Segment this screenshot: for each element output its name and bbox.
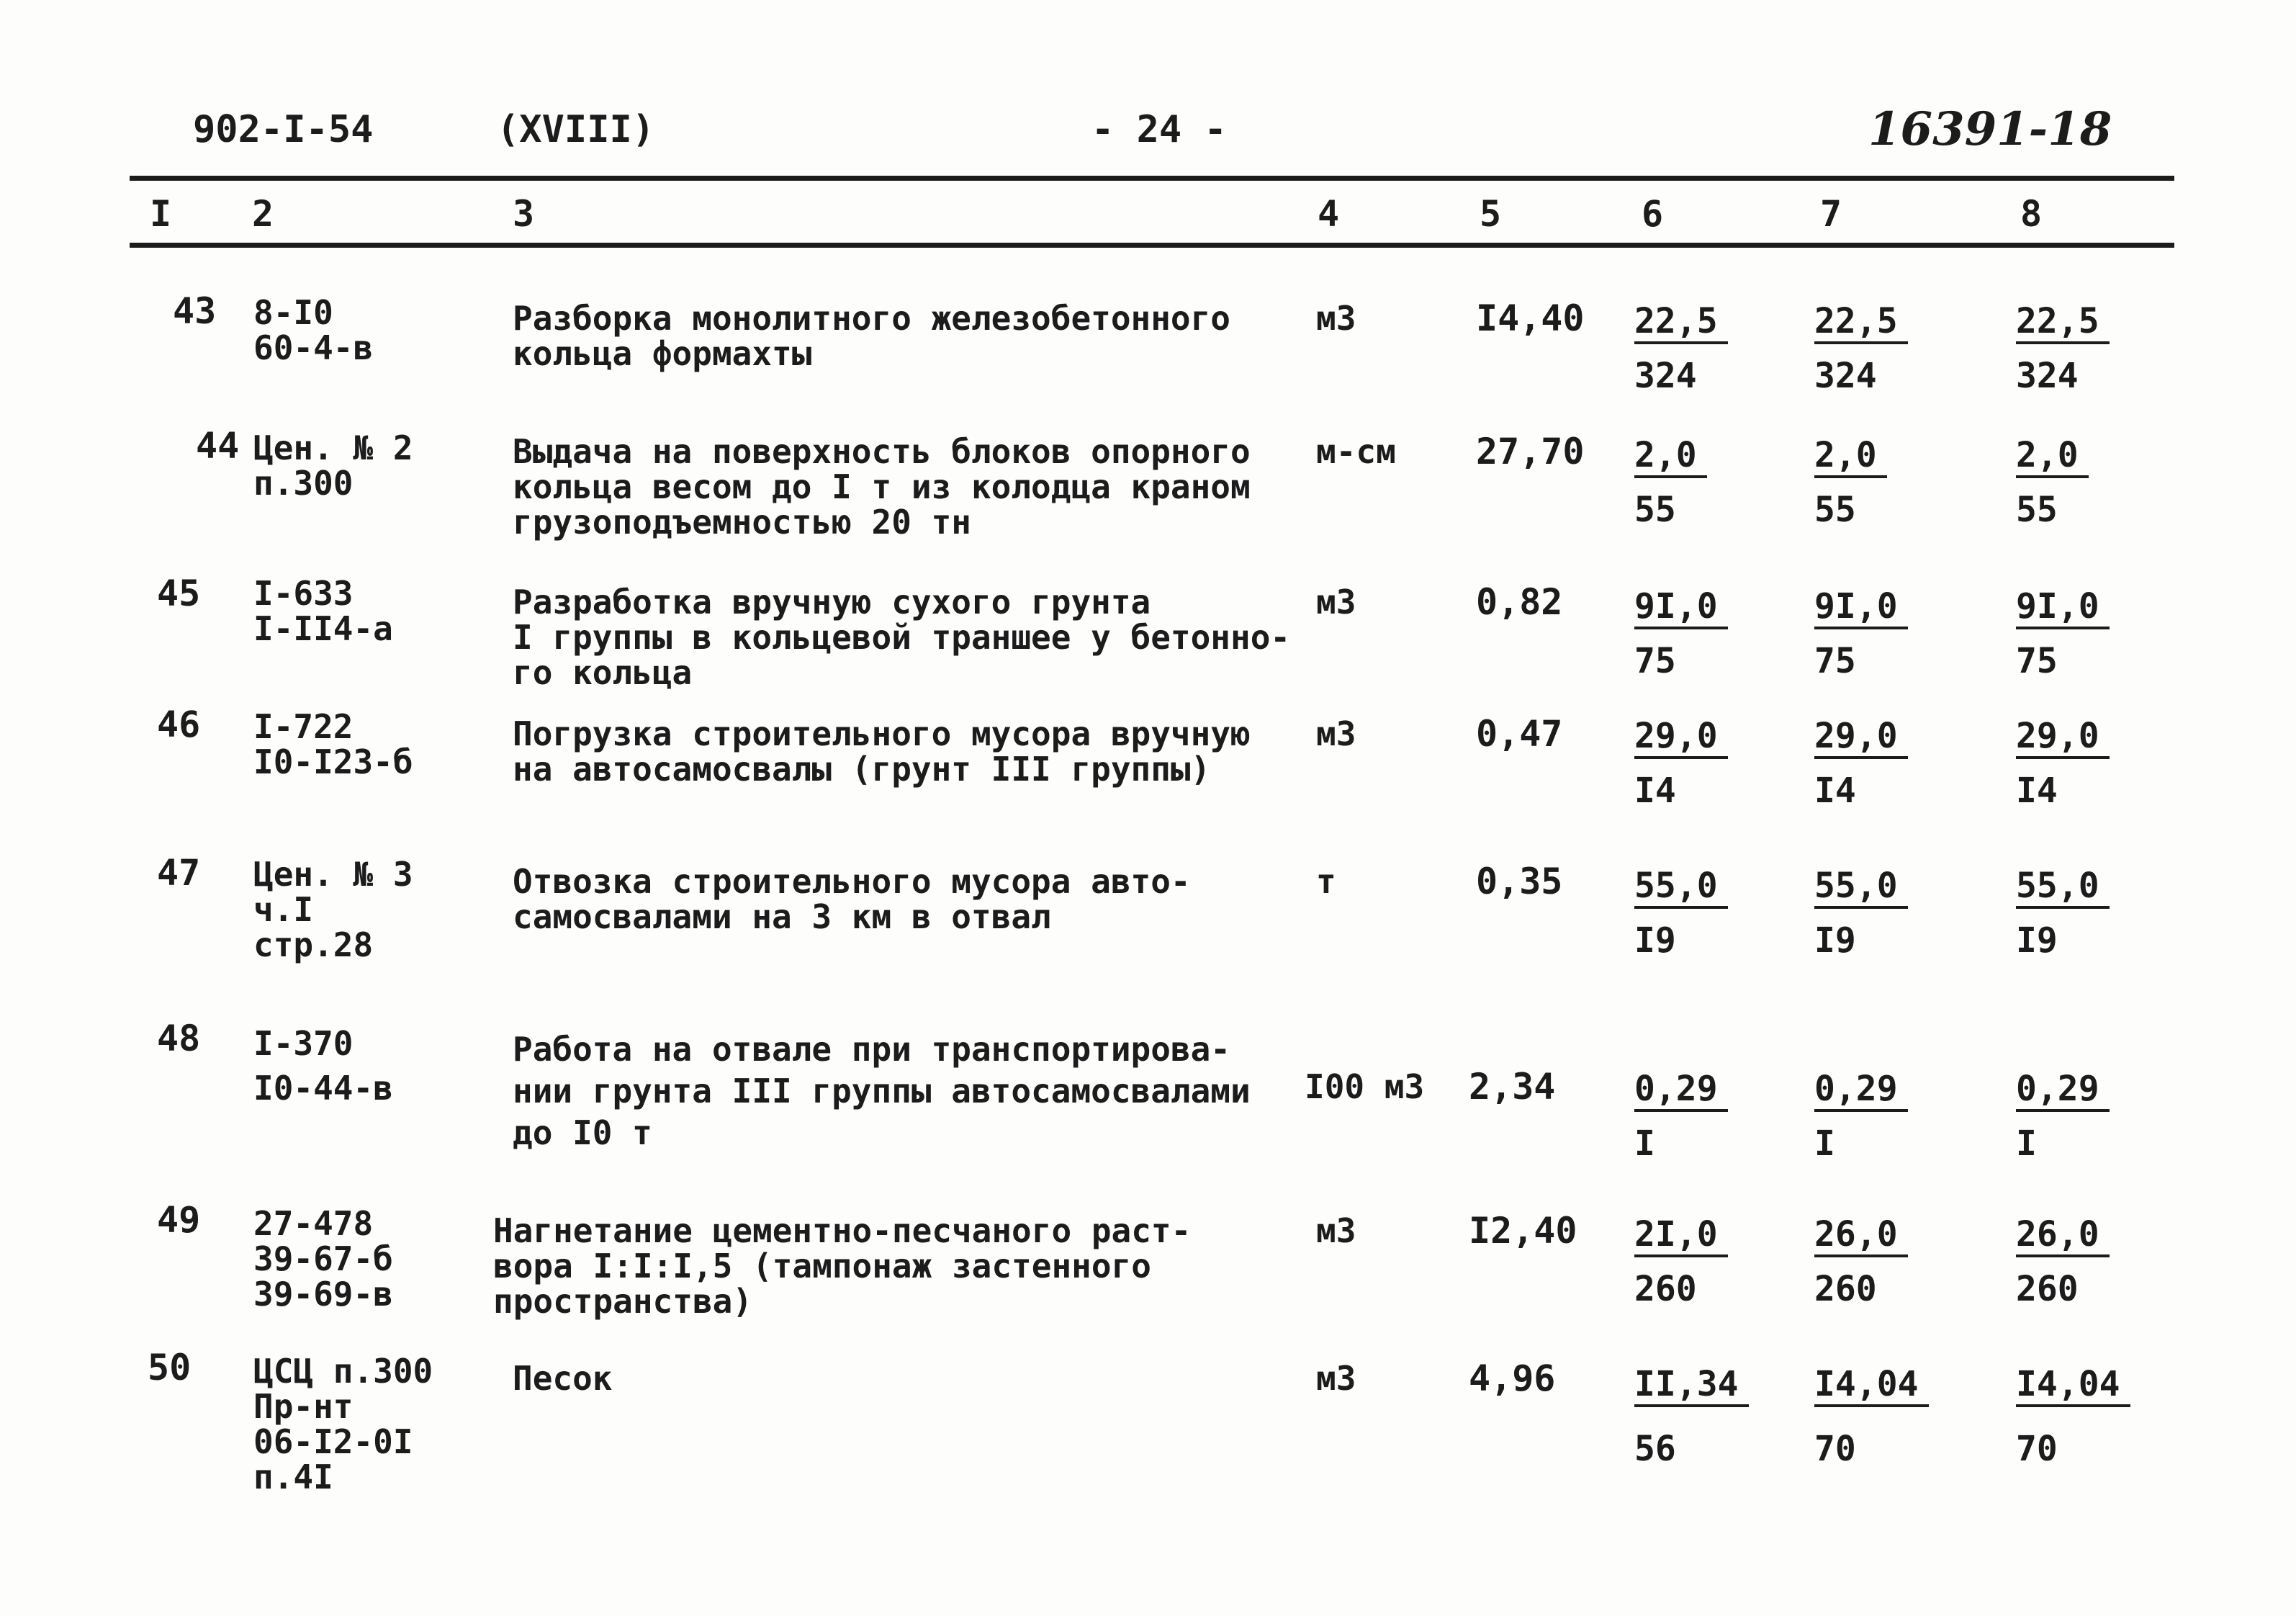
work-description: Работа на отвале при транспортирова- нии грунта III группы автосамосвалами до I0 т: [513, 1030, 1251, 1152]
work-description: Нагнетание цементно-песчаного раст- вора I:I:I,5 (тампонаж застенного пространства): [493, 1211, 1192, 1321]
norm-reference: ЦСЦ п.300 Пр-нт 06-I2-0I п.4I: [253, 1352, 433, 1496]
price-value: 2,0: [1634, 435, 1707, 478]
price-col-7: [1814, 861, 1908, 965]
price-col-8: [2016, 1360, 2130, 1473]
price-col-6: [1634, 297, 1728, 400]
price-code: 260: [1634, 1269, 1697, 1309]
price-code: I9: [1814, 920, 1856, 961]
norm-reference: I-370 I0-44-в: [253, 1024, 393, 1108]
column-header-1: I: [150, 193, 172, 235]
norm-reference: 27-478 39-67-б 39-69-в: [253, 1204, 393, 1314]
work-description: Разработка вручную сухого грунта I группы в кольцевой траншее у бетонно- го кольца: [513, 583, 1291, 692]
unit: т: [1316, 862, 1336, 901]
norm-reference: Цен. № 2 п.300: [253, 428, 413, 503]
price-code: I9: [1634, 920, 1676, 961]
work-description: Разборка монолитного железобетонного кольца формахты: [513, 299, 1230, 373]
price-col-6: [1634, 1064, 1728, 1168]
price-code: 75: [2016, 641, 2058, 681]
price-value: I4,04: [1814, 1364, 1929, 1407]
price-col-7: [1814, 712, 1908, 815]
price-col-6: [1634, 431, 1707, 534]
row-number: 43: [173, 290, 217, 332]
price-code: 260: [1814, 1269, 1877, 1309]
price-value: 55,0: [1634, 866, 1728, 909]
price-code: I4: [1814, 771, 1856, 811]
price-value: 0,29: [1814, 1069, 1908, 1112]
header-top-rule: [130, 176, 2174, 181]
price-col-8: [2016, 861, 2110, 965]
price-col-6: [1634, 1360, 1749, 1473]
price-code: I4: [2016, 771, 2058, 811]
norm-reference: I-633 I-II4-а: [253, 574, 393, 648]
price-value: 29,0: [1814, 716, 1908, 759]
price-value: 9I,0: [1814, 586, 1908, 629]
row-number: 45: [157, 573, 201, 614]
price-col-8: [2016, 297, 2110, 400]
price-value: 2I,0: [1634, 1214, 1728, 1257]
unit: м3: [1316, 299, 1356, 338]
price-code: I4: [1634, 771, 1676, 811]
price-value: 29,0: [1634, 716, 1728, 759]
work-description: Отвозка строительного мусора авто- самосвалами на 3 км в отвал: [513, 862, 1191, 936]
price-col-8: [2016, 431, 2089, 534]
norm-reference: I-722 I0-I23-б: [253, 707, 413, 781]
price-code: I9: [2016, 920, 2058, 961]
price-value: 22,5: [1814, 301, 1908, 344]
price-value: 22,5: [2016, 301, 2110, 344]
price-code: 324: [2016, 356, 2079, 396]
price-value: 55,0: [2016, 866, 2110, 909]
price-code: 324: [1634, 356, 1697, 396]
column-header-7: 7: [1820, 193, 1842, 235]
price-code: 75: [1814, 641, 1856, 681]
price-col-8: [2016, 1064, 2110, 1168]
document-code: 902-I-54: [193, 108, 374, 151]
unit: м3: [1316, 1359, 1356, 1398]
unit: I00 м3: [1305, 1067, 1425, 1106]
price-code: I: [2016, 1123, 2037, 1164]
price-value: II,34: [1634, 1364, 1749, 1407]
quantity: 2,34: [1469, 1066, 1556, 1108]
price-value: 9I,0: [2016, 586, 2110, 629]
price-code: I: [1814, 1123, 1835, 1164]
header-bottom-rule: [130, 243, 2174, 248]
price-value: 9I,0: [1634, 586, 1728, 629]
quantity: I4,40: [1476, 297, 1585, 339]
price-col-7: [1814, 297, 1908, 400]
price-col-7: [1814, 582, 1908, 686]
unit: м-см: [1316, 432, 1396, 471]
price-col-6: [1634, 582, 1728, 686]
row-number: 46: [157, 704, 201, 745]
price-code: 260: [2016, 1269, 2079, 1309]
unit: м3: [1316, 583, 1356, 621]
price-col-7: [1814, 1064, 1908, 1168]
unit: м3: [1316, 714, 1356, 753]
section-number: (XVIII): [497, 108, 655, 151]
column-header-2: 2: [252, 193, 274, 235]
price-code: 55: [1634, 490, 1676, 530]
price-code: I: [1634, 1123, 1655, 1164]
row-number: 44: [196, 425, 240, 467]
quantity: 0,35: [1476, 861, 1563, 902]
quantity: I2,40: [1469, 1210, 1577, 1252]
column-header-5: 5: [1480, 193, 1502, 235]
price-value: 26,0: [2016, 1214, 2110, 1257]
norm-reference: 8-I0 60-4-в: [253, 293, 374, 367]
norm-reference: Цен. № 3 ч.I стр.28: [253, 855, 413, 964]
price-value: 29,0: [2016, 716, 2110, 759]
price-code: 55: [2016, 490, 2058, 530]
price-value: 22,5: [1634, 301, 1728, 344]
price-code: 324: [1814, 356, 1877, 396]
unit: м3: [1316, 1211, 1356, 1250]
quantity: 0,82: [1476, 581, 1563, 623]
row-number: 47: [157, 852, 201, 894]
price-value: 2,0: [2016, 435, 2089, 478]
price-code: 70: [1814, 1429, 1856, 1469]
price-col-8: [2016, 1210, 2110, 1314]
price-code: 56: [1634, 1429, 1676, 1469]
price-col-6: [1634, 712, 1728, 815]
row-number: 48: [157, 1018, 201, 1059]
price-code: 55: [1814, 490, 1856, 530]
column-header-4: 4: [1318, 193, 1340, 235]
price-value: 2,0: [1814, 435, 1887, 478]
price-value: 0,29: [2016, 1069, 2110, 1112]
quantity: 0,47: [1476, 713, 1563, 755]
column-header-8: 8: [2020, 193, 2043, 235]
quantity: 4,96: [1469, 1357, 1556, 1399]
price-col-8: [2016, 712, 2110, 815]
price-col-7: [1814, 431, 1887, 534]
price-col-6: [1634, 1210, 1728, 1314]
price-col-6: [1634, 861, 1728, 965]
price-value: I4,04: [2016, 1364, 2130, 1407]
price-col-7: [1814, 1210, 1908, 1314]
price-col-8: [2016, 582, 2110, 686]
price-col-7: [1814, 1360, 1929, 1473]
row-number: 50: [148, 1347, 192, 1388]
price-value: 0,29: [1634, 1069, 1728, 1112]
page-number: - 24 -: [1091, 108, 1227, 151]
price-code: 70: [2016, 1429, 2058, 1469]
column-header-6: 6: [1642, 193, 1664, 235]
sheet-number: 16391-18: [1868, 102, 2112, 156]
work-description: Выдача на поверхность блоков опорного кольца весом до I т из колодца краном грузоподъемностью 20 тн: [513, 432, 1251, 542]
work-description: Песок: [513, 1359, 613, 1398]
column-header-3: 3: [513, 193, 535, 235]
price-value: 26,0: [1814, 1214, 1908, 1257]
quantity: 27,70: [1476, 431, 1585, 472]
price-code: 75: [1634, 641, 1676, 681]
row-number: 49: [157, 1199, 201, 1241]
price-value: 55,0: [1814, 866, 1908, 909]
work-description: Погрузка строительного мусора вручную на автосамосвалы (грунт III группы): [513, 714, 1251, 789]
